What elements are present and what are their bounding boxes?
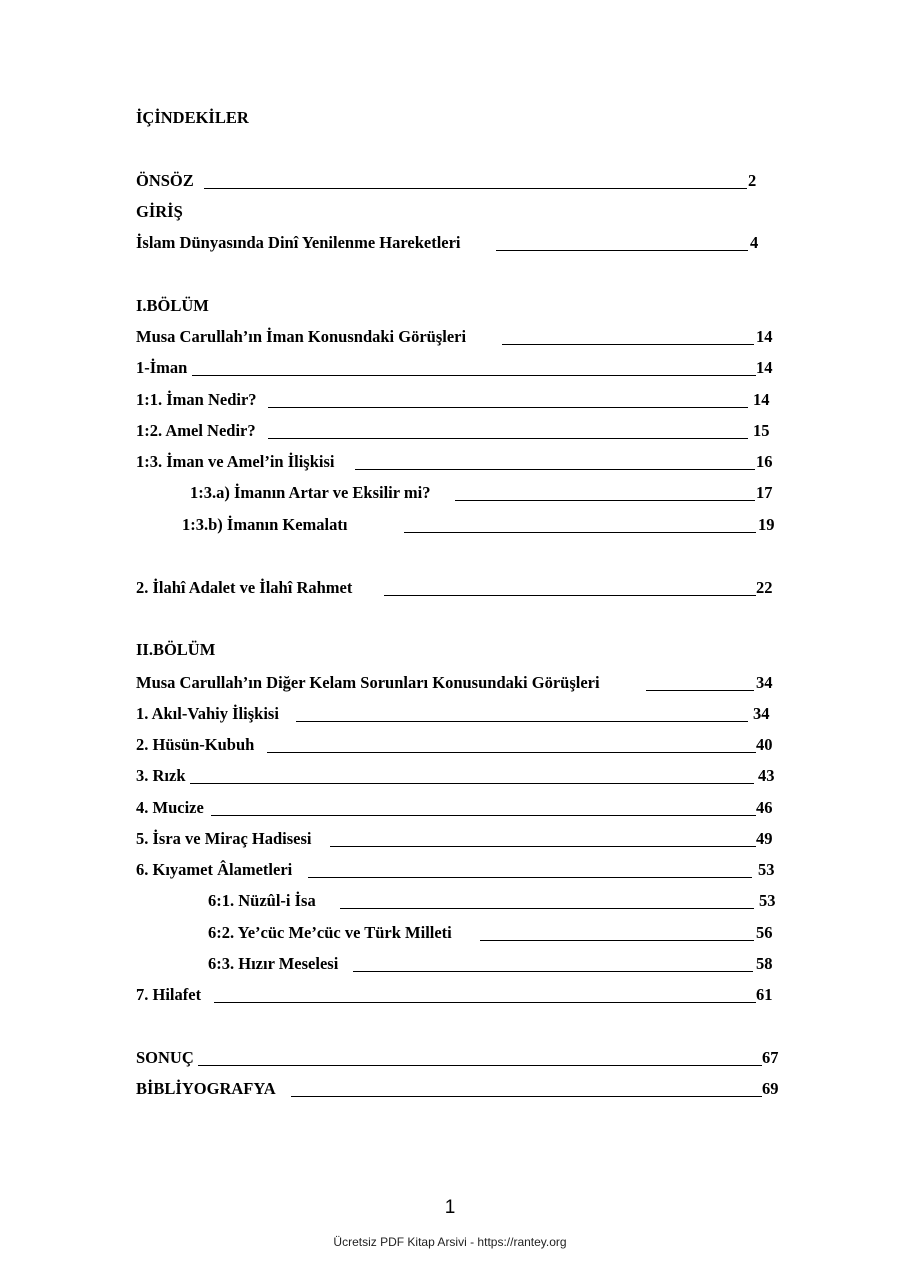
toc-entry-page: 34	[756, 673, 773, 692]
toc-leader-line	[198, 1065, 762, 1066]
toc-leader-line	[480, 940, 754, 941]
toc-leader-line	[340, 908, 754, 909]
toc-entry[interactable]	[136, 704, 776, 724]
toc-entry[interactable]	[136, 390, 776, 410]
toc-entry-label: 6:1. Nüzûl-i İsa	[208, 891, 316, 910]
toc-entry[interactable]	[136, 985, 776, 1005]
toc-leader-line	[496, 250, 748, 251]
toc-entry[interactable]	[208, 891, 776, 911]
toc-entry-page: 53	[758, 860, 775, 879]
toc-entry-page: 22	[756, 578, 773, 597]
toc-entry-bibliyografya[interactable]	[136, 1079, 786, 1099]
toc-leader-line	[646, 690, 754, 691]
toc-entry-label: 2. Hüsün-Kubuh	[136, 735, 255, 754]
toc-leader-line	[308, 877, 752, 878]
toc-entry[interactable]	[136, 766, 776, 786]
toc-entry-sonuc[interactable]	[136, 1048, 786, 1068]
toc-entry-label: İslam Dünyasında Dinî Yenilenme Hareketleri	[136, 233, 461, 252]
toc-entry[interactable]	[136, 578, 776, 598]
toc-entry-label: SONUÇ	[136, 1048, 194, 1067]
toc-entry-label: 1. Akıl-Vahiy İlişkisi	[136, 704, 279, 723]
toc-leader-line	[384, 595, 756, 596]
toc-entry-label: 1:3.a) İmanın Artar ve Eksilir mi?	[190, 483, 431, 502]
toc-leader-line	[353, 971, 753, 972]
toc-entry-islam[interactable]	[136, 233, 776, 253]
toc-entry-label: 3. Rızk	[136, 766, 186, 785]
toc-entry[interactable]	[190, 483, 776, 503]
toc-leader-line	[214, 1002, 756, 1003]
toc-entry-page: 34	[753, 704, 770, 723]
toc-entry-page: 56	[756, 923, 773, 942]
toc-entry-label: 1-İman	[136, 358, 188, 377]
toc-entry-label: 6. Kıyamet Âlametleri	[136, 860, 293, 879]
toc-entry-label: 2. İlahî Adalet ve İlahî Rahmet	[136, 578, 353, 597]
toc-entry-page: 14	[756, 358, 773, 377]
toc-entry-label: 1:3. İman ve Amel’in İlişkisi	[136, 452, 335, 471]
toc-leader-line	[192, 375, 756, 376]
toc-leader-line	[291, 1096, 762, 1097]
toc-entry-page: 49	[756, 829, 773, 848]
toc-entry-label: ÖNSÖZ	[136, 171, 194, 190]
toc-leader-line	[502, 344, 754, 345]
toc-entry-page: 2	[748, 171, 757, 190]
toc-leader-line	[355, 469, 755, 470]
toc-entry[interactable]	[208, 923, 776, 943]
toc-leader-line	[404, 532, 756, 533]
toc-entry-label: 1:2. Amel Nedir?	[136, 421, 256, 440]
toc-entry-page: 43	[758, 766, 775, 785]
toc-entry-onsoz[interactable]	[136, 171, 776, 191]
toc-leader-line	[190, 783, 754, 784]
toc-entry-label: 1:1. İman Nedir?	[136, 390, 257, 409]
toc-entry[interactable]	[136, 860, 776, 880]
toc-leader-line	[268, 407, 748, 408]
toc-entry-page: 69	[762, 1079, 779, 1098]
toc-entry-giris[interactable]: GİRİŞ	[136, 202, 183, 221]
toc-entry-label: 4. Mucize	[136, 798, 204, 817]
toc-entry-page: 14	[756, 327, 773, 346]
toc-entry-page: 16	[756, 452, 773, 471]
toc-entry[interactable]	[136, 829, 776, 849]
toc-entry-page: 61	[756, 985, 773, 1004]
toc-entry-page: 40	[756, 735, 773, 754]
toc-entry[interactable]	[136, 798, 776, 818]
toc-entry[interactable]	[136, 673, 776, 693]
toc-entry-label: 1:3.b) İmanın Kemalatı	[182, 515, 348, 534]
toc-entry-page: 14	[753, 390, 770, 409]
toc-leader-line	[211, 815, 756, 816]
toc-entry[interactable]	[208, 954, 776, 974]
toc-title: İÇİNDEKİLER	[136, 108, 249, 127]
toc-entry-label: BİBLİYOGRAFYA	[136, 1079, 276, 1098]
toc-entry-page: 46	[756, 798, 773, 817]
toc-entry-page: 15	[753, 421, 770, 440]
toc-entry[interactable]	[182, 515, 776, 535]
toc-entry-label: 6:2. Ye’cüc Me’cüc ve Türk Milleti	[208, 923, 452, 942]
toc-entry-page: 58	[756, 954, 773, 973]
toc-entry-label: 6:3. Hızır Meselesi	[208, 954, 339, 973]
toc-leader-line	[268, 438, 748, 439]
footer-text: Ücretsiz PDF Kitap Arsivi - https://rantey.org	[333, 1235, 567, 1249]
page-number: 1	[444, 1197, 456, 1218]
toc-entry-page: 53	[759, 891, 776, 910]
toc-entry[interactable]	[136, 421, 776, 441]
toc-leader-line	[267, 752, 756, 753]
toc-entry-label: Musa Carullah’ın Diğer Kelam Sorunları Konusundaki Görüşleri	[136, 673, 600, 692]
toc-leader-line	[296, 721, 748, 722]
toc-entry-page: 19	[758, 515, 775, 534]
toc-entry-label: 5. İsra ve Miraç Hadisesi	[136, 829, 312, 848]
toc-entry-label: 7. Hilafet	[136, 985, 202, 1004]
part1-heading: I.BÖLÜM	[136, 296, 209, 315]
toc-entry-page: 4	[750, 233, 759, 252]
toc-entry-page: 17	[756, 483, 773, 502]
toc-entry-label: Musa Carullah’ın İman Konusndaki Görüşleri	[136, 327, 467, 346]
toc-entry[interactable]	[136, 452, 776, 472]
part2-heading: II.BÖLÜM	[136, 640, 216, 659]
toc-entry[interactable]	[136, 735, 776, 755]
toc-leader-line	[330, 846, 756, 847]
toc-entry[interactable]	[136, 327, 776, 347]
toc-entry[interactable]	[136, 358, 776, 378]
toc-leader-line	[455, 500, 755, 501]
toc-leader-line	[204, 188, 747, 189]
toc-entry-page: 67	[762, 1048, 779, 1067]
